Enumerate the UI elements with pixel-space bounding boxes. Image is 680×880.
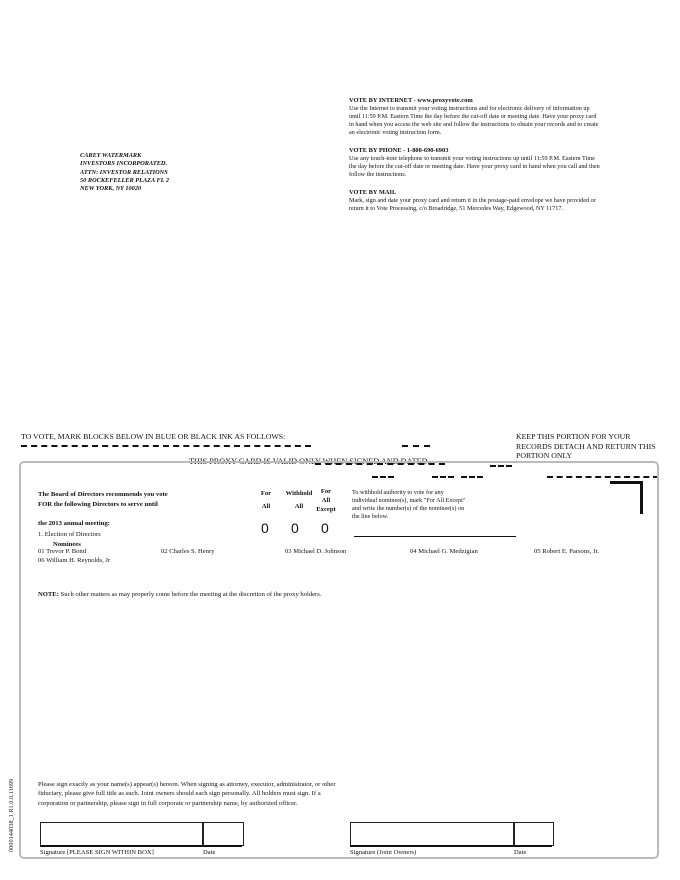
header-word: Except — [316, 506, 336, 513]
vote-mail-title: VOTE BY MAIL — [349, 189, 397, 196]
withhold-all-header — [281, 487, 317, 513]
return-address — [80, 152, 169, 193]
header-word: All — [294, 503, 304, 510]
withhold-note: To withhold authority to vote for any individual nominee(s), mark "For All Except" and write the number(s) of the nominee(s) on the line below. — [352, 489, 466, 520]
nominee-item: 01 Trevor P. Bond — [38, 548, 87, 555]
nominee-item: 02 Charles S. Henry — [161, 548, 215, 555]
nominee-item: 03 Michael D. Johnson — [285, 548, 347, 555]
sign-instructions: Please sign exactly as your name(s) appear(s) hereon. When signing as attorney, executor, administrator, or other fiduciary, please give full title as such. Joint owners should each sign personally. All holders must sign. If a corporation or partnership, please sign in full corporate or partnership name, by authorized officer. — [38, 781, 336, 807]
signature-label: Signature [PLEASE SIGN WITHIN BOX] — [40, 849, 154, 856]
signature-underline — [40, 845, 242, 847]
address-line: CAREY WATERMARK — [80, 152, 142, 159]
header-word: For — [260, 490, 272, 497]
board-line: the 2013 annual meeting: — [38, 520, 110, 527]
joint-signature-label: Signature (Joint Owners) — [350, 849, 417, 856]
header-word: All — [321, 497, 331, 504]
ink-instructions: TO VOTE, MARK BLOCKS BELOW IN BLUE OR BLACK INK AS FOLLOWS: — [21, 432, 286, 441]
keep-detach-notice — [516, 432, 666, 461]
proposal-title: 1. Election of Directors — [38, 531, 101, 538]
address-line: 50 ROCKEFELLER PLAZA FL 2 — [80, 176, 169, 184]
address-line: ATTN: INVESTOR RELATIONS — [80, 168, 168, 176]
vote-internet-body: Use the Internet to transmit your voting instructions and for electronic delivery of information up until 11:59 P.M. Eastern Time the day before the cut-off date or meeting date. Have your proxy card in hand when you access the web site and follow the instructions to obtain your records and to create an electronic voting instruction form. — [349, 105, 599, 137]
detach-line — [21, 445, 311, 447]
nominee-item: 04 Michael G. Medzigian — [410, 548, 478, 555]
vote-by-phone — [349, 147, 601, 179]
detach-portion-text: DETACH AND RETURN THIS PORTION ONLY — [516, 441, 656, 460]
nominee-item: 05 Robert E. Parsons, Jr. — [534, 548, 600, 555]
keep-portion-text: KEEP THIS PORTION FOR YOUR RECORDS — [516, 432, 631, 451]
date-label: Date — [203, 849, 216, 856]
nominee-write-in-line[interactable] — [354, 536, 516, 537]
for-all-checkbox[interactable]: 0 — [261, 520, 269, 536]
note — [38, 591, 321, 599]
vote-phone-body: Use any touch-tone telephone to transmit your voting instructions up until 11:59 P.M. Eastern Time the day before the cut-off date or meeting date. Have your proxy card in hand when you call and then follow the instructions. — [349, 155, 600, 179]
vote-by-internet — [349, 97, 601, 137]
joint-signature-underline — [350, 845, 552, 847]
date-box[interactable] — [202, 822, 244, 846]
header-word: For — [320, 488, 332, 495]
header-word: Withhold — [285, 490, 313, 497]
side-code: 0000144038_1 R1.0.0.11699 — [8, 778, 15, 852]
withhold-all-checkbox[interactable]: 0 — [291, 520, 299, 536]
joint-date-label: Date — [514, 849, 527, 856]
detach-line — [402, 445, 430, 447]
for-all-header — [254, 487, 278, 513]
board-line: The Board of Directors recommends you vote — [38, 491, 168, 498]
nominee-item: 06 William H. Reynolds, Jr — [38, 557, 111, 564]
valid-notice: THIS PROXY CARD IS VALID ONLY WHEN SIGNED AND DATED. — [189, 457, 430, 466]
vote-internet-title: VOTE BY INTERNET - www.proxyvote.com — [349, 97, 473, 104]
for-all-except-header — [313, 487, 339, 514]
joint-signature-box[interactable] — [350, 822, 515, 846]
address-line: INVESTORS INCORPORATED. — [80, 160, 168, 168]
vote-mail-body: Mark, sign and date your proxy card and return it in the postage-paid envelope we have provided or return it to Vote Processing, c/o Broadridge, 51 Mercedes Way, Edgewood, NY 11717. — [349, 197, 596, 213]
for-all-except-checkbox[interactable]: 0 — [321, 520, 329, 536]
board-recommendation — [38, 490, 168, 510]
nominees-label: Nominees — [53, 541, 81, 548]
note-label: NOTE: — [38, 591, 59, 598]
vote-phone-title: VOTE BY PHONE - 1-800-690-6903 — [349, 147, 449, 154]
joint-date-box[interactable] — [513, 822, 554, 846]
signature-box[interactable] — [40, 822, 204, 846]
vote-by-mail — [349, 189, 601, 213]
address-line: NEW YORK, NY 10020 — [80, 185, 142, 193]
header-word: All — [261, 503, 271, 510]
note-text: Such other matters as may properly come before the meeting at the discretion of the proxy holders. — [60, 591, 322, 598]
board-line: FOR the following Directors to serve until — [38, 501, 158, 508]
